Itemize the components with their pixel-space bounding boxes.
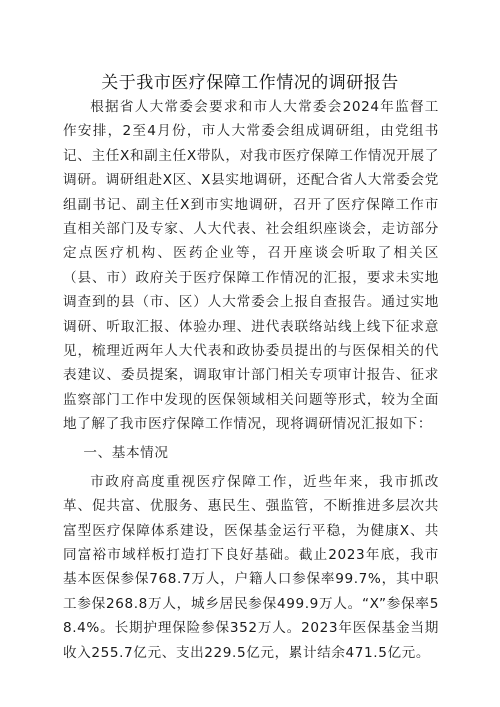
document-title: 关于我市医疗保障工作情况的调研报告 xyxy=(101,73,399,93)
basic-situation-paragraph: 市政府高度重视医疗保障工作，近些年来，我市抓改革、促共富、优服务、惠民生、强监管，不断推进多层次共富型医疗保障体系建设，医保基金运行平稳，为健康X、共同富裕市域样板打造打下良好基础。截止2023年底，我市基本医保参保768.7万人，户籍人口参保率99.7%，其中职工参保268.8万人，城乡居民参保499.9万人。“X”参保率58.4%。长期护理保险参保352万人。2023年医保基金当期收入255.7亿元、支出229.5亿元，累计结余471.5亿元。 xyxy=(63,473,439,661)
intro-paragraph: 根据省人大常委会要求和市人大常委会2024年监督工作安排，2至4月份，市人大常委会组成调研组，由党组书记、主任X和副主任X带队，对我市医疗保障工作情况开展了调研。调研组赴X区、X县实地调研，还配合省人大常委会党组副书记、副主任X到市实地调研，召开了医疗保障工作市直相关部门及专家、人大代表、社会组织座谈会，走访部分定点医疗机构、医药企业等，召开座谈会听取了相关区（县、市）政府关于医疗保障工作情况的汇报，要求未实地调查到的县（市、区）人大常委会上报自查报告。通过实地调研、听取汇报、体验办理、进代表联络站线上线下征求意见，梳理近两年人大代表和政协委员提出的与医保相关的代表建议、委员提案，调取审计部门相关专项审计报告、征求监察部门工作中发现的医保领域相关问题等形式，较为全面地了解了我市医疗保障工作情况，现将调研情况汇报如下： xyxy=(63,99,439,433)
section-heading: 一、基本情况 xyxy=(83,444,169,461)
document-body xyxy=(63,95,439,665)
